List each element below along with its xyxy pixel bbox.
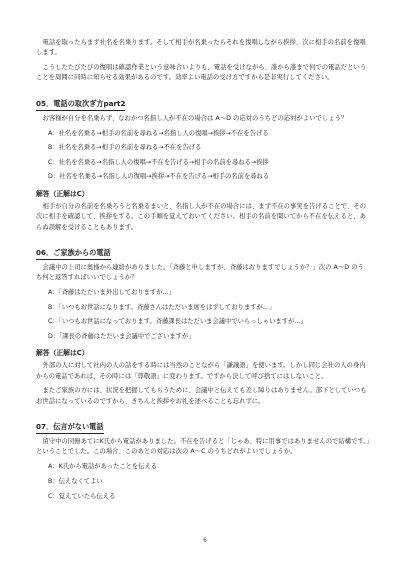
q5-answer: 解答（正解はC） — [36, 189, 89, 198]
q6-option-a: A：「斉藤はただいま外出しておりますが…」 — [48, 289, 176, 297]
q6-explanation-1: 外部の人に対して社内の人の話をする時には当然のことながら「謙譲語」を使います。しかし同じ会社の人の身内からの電話であれば、その時には「尊敬語」に変わります。ですから決して呼び捨てにはしないこと。 — [36, 362, 366, 380]
section-heading-06: 06．ご家族からの電話 — [36, 247, 111, 260]
q6-explanation-2: またご家族の方には、状況を把握してもらうために、会議中と伝えても差し障りはありません。部下としていつもお世話になっているのですから、きちんと挨拶やお礼を述べることも忘れずに。 — [36, 387, 367, 405]
q6-option-b: B：「いつもお世話になります。斉藤さんはただいま席をはずしておりますが…」 — [48, 303, 276, 311]
q5-option-b: B：社名を名乗る→相手の名前を尋ねる→不在を告げる — [48, 144, 202, 152]
q7-option-a: A：K氏から電話があったことを伝える — [48, 463, 158, 471]
q5-option-a: A：社名を名乗る→相手の名前を尋ねる→名指し人の復唱→挨拶→不在を告げる — [48, 129, 269, 137]
intro-paragraph-2: こうしたたびたびの復唱は確認作業という意味合いよりも、電話を受けながら、誰から誰まで何での電話だということを周囲に同時に知らせる効果があるのです。効率よい電話の受け方ですから是非実行してください。 — [36, 63, 367, 82]
page-number: 6 — [203, 538, 207, 544]
q6-question: 会議中の上司に奥様から連絡がありました。「斉藤と申しますが、斉藤はおりますでしょうか？」次の A～D のうち何と返答すればいいでしょうか？ — [36, 263, 364, 282]
q5-option-c: C：社名を名乗る→名指し人の復唱→不在を告げる→相手の名前を尋ねる→挨拶 — [48, 158, 269, 166]
q5-question: お客様が自分を名乗らず、なおかつ名指し人が不在の場合は A～D の応対のうちどの応対がよいでしょう？ — [42, 114, 348, 122]
q7-question: 留守中の同僚あてにK氏から電話がありました。不在を告げると「じゃあ、特に用事ではありませんので結構です。」ということでした。この場合、このあとの対応は次の A～C のうちどれがよいでしょうか。 — [36, 438, 370, 456]
q6-option-c: C：「いつもお世話になっております。斉藤課長はただいま会議中でいらっしゃいますが…」 — [48, 318, 307, 326]
q7-option-c: C：覚えていたら伝える — [48, 492, 116, 500]
q5-option-d: D：社名を名乗る→名指し人の復唱→挨拶→不在を告げる→相手の名前を尋ねる — [48, 173, 270, 181]
intro-paragraph-1: 電話を取ったらまず社名を名乗ります。そして相手が名乗ったらそれを復唱しながら挨拶、次に相手の名前を復唱します。 — [36, 39, 366, 57]
section-heading-07: 07．伝言がない電話 — [36, 421, 104, 434]
q5-explanation: 相手が自分の名前を名乗ろうと名乗るまいと、名指し人が不在の場合には、まず不在の事実を告げることで、その次に相手を確認して、挨拶をする。この手順を覚えておいてください。相手の名前を聞いてから不在を伝えると、あらぬ誤解を受けることもあります。 — [36, 202, 367, 231]
q6-answer: 解答（正解はC） — [36, 349, 89, 358]
q7-option-b: B：伝えなくてよい — [48, 477, 103, 485]
q6-option-d: D：「課長の斉藤はただいま会議中でございますが」 — [48, 333, 195, 341]
section-heading-05: 05．電話の取次ぎ方part2 — [36, 98, 125, 111]
